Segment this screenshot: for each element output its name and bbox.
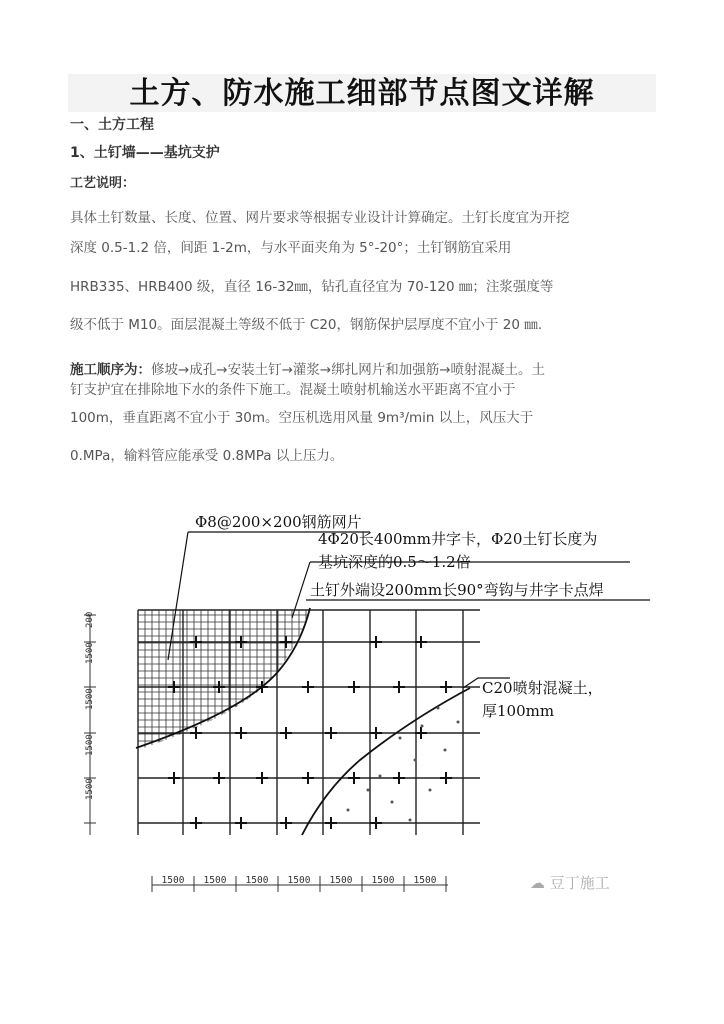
sequence-line-3: 100m，垂直距离不宜小于 30m。空压机选用风量 9m³/min 以上，风压大于: [70, 410, 534, 426]
dim-bottom-5: 1500: [329, 875, 353, 886]
dim-bottom-7: 1500: [413, 875, 437, 886]
dim-bottom-1: 1500: [161, 875, 185, 886]
label-concrete-1: C20喷射混凝土，: [482, 679, 603, 697]
subsection-heading-soil-nail: 1、土钉墙——基坑支护: [70, 145, 220, 161]
label-concrete-2: 厚100mm: [482, 702, 555, 720]
label-cross-card-2: 基坑深度的0.5～1.2倍: [318, 553, 471, 571]
process-line-2: 深度 0.5-1.2 倍，间距 1-2m，与水平面夹角为 5°-20°；土钉钢筋宜采用: [70, 240, 512, 256]
watermark: [530, 872, 610, 893]
process-line-1: 具体土钉数量、长度、位置、网片要求等根据专业设计计算确定。土钉长度宜为开挖: [70, 210, 570, 226]
label-steel-mesh: Φ8@200×200钢筋网片: [195, 513, 362, 531]
sequence-line-4: 0.MPa，输料管应能承受 0.8MPa 以上压力。: [70, 448, 344, 464]
process-line-4: 级不低于 M10。面层混凝土等级不低于 C20，钢筋保护层厚度不宜小于 20 ㎜.: [70, 317, 543, 333]
dim-left-1: 200: [85, 611, 95, 628]
label-cross-card-1: 4Φ20长400mm井字卡，Φ20土钉长度为: [318, 530, 598, 548]
sequence-label: 施工顺序为：: [70, 362, 151, 378]
dim-bottom-3: 1500: [245, 875, 269, 886]
dim-left-3: 1500: [85, 688, 95, 710]
dim-bottom-2: 1500: [203, 875, 227, 886]
concrete-dots: [347, 707, 460, 822]
steel-mesh: [138, 610, 320, 750]
nail-grid: [138, 610, 480, 835]
dim-bottom-4: 1500: [287, 875, 311, 886]
process-heading: 工艺说明：: [70, 176, 136, 191]
soil-nail-wall-drawing: [70, 490, 660, 910]
label-hook: 土钉外端设200mm长90°弯钩与井字卡点焊: [310, 581, 604, 599]
sequence-line-1: [70, 358, 545, 378]
dim-left-2: 1500: [85, 642, 95, 664]
section-heading-earthwork: 一、土方工程: [70, 117, 154, 133]
page-title: 土方、防水施工细部节点图文详解: [129, 76, 595, 111]
sequence-text-1: 修坡→成孔→安装土钉→灌浆→绑扎网片和加强筋→喷射混凝土。土: [151, 362, 546, 378]
wechat-icon: ☁: [530, 874, 545, 892]
sequence-line-2: 钉支护宜在排除地下水的条件下施工。混凝土喷射机输送水平距离不宜小于: [70, 382, 516, 398]
dim-bottom-6: 1500: [371, 875, 395, 886]
process-line-3: HRB335、HRB400 级，直径 16-32㎜，钻孔直径宜为 70-120 ㎜；注浆强度等: [70, 279, 554, 295]
watermark-text: 豆丁施工: [549, 874, 610, 892]
dim-left-5: 1500: [85, 778, 95, 800]
dim-left-4: 1500: [85, 734, 95, 756]
